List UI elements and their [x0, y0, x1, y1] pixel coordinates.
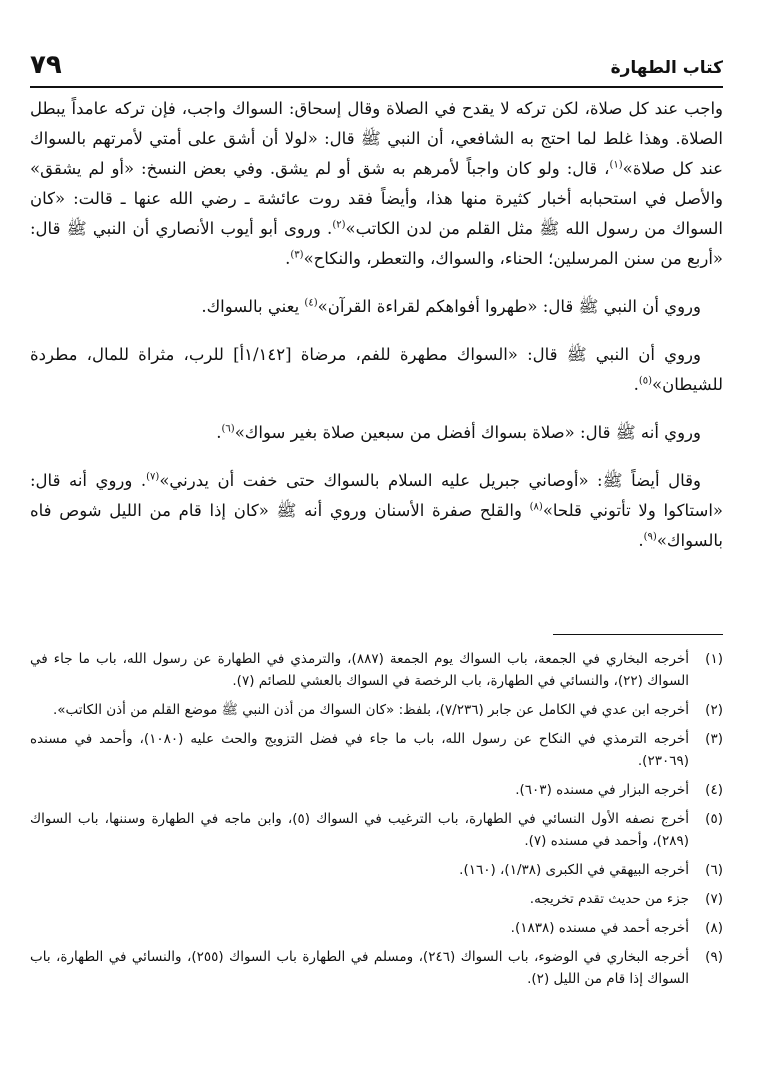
- footnote-number: (٨): [705, 920, 723, 936]
- footnote-item: [30, 808, 723, 852]
- footnote-number: (٢): [705, 702, 723, 718]
- paragraph-5: وقال أيضاً ﷺ: «أوصاني جبريل عليه السلام بالسواك حتى خفت أن يدرني»$^{(٧)}$. وروي أنه قال: «استاكوا ولا تأتوني قلحا»$^{(٨)}$ والقلح صفرة الأسنان وروي أنه ﷺ «كان إذا قام من الليل شوص فاه بالسواك»$^{(٩)}$.: [30, 471, 723, 550]
- footnote-number: (٩): [705, 949, 723, 965]
- footnote-text: أخرجه البخاري في الوضوء، باب السواك (٢٤٦)، ومسلم في الطهارة باب السواك (٢٥٥)، والنسائي في الطهارة، باب السواك إذا قام من الليل (٢).: [30, 949, 690, 987]
- main-text: [30, 94, 723, 574]
- footnote-ref-1[interactable]: (١): [609, 159, 623, 171]
- footnote-text: أخرجه ابن عدي في الكامل عن جابر (٧/٢٣٦)، بلفظ: «كان السواك من أذن النبي ﷺ موضع القلم من أذن الكاتب».: [52, 702, 689, 718]
- footnote-number: (١): [705, 651, 723, 667]
- footnote-item: [30, 859, 723, 881]
- footnote-number: (٦): [705, 862, 723, 878]
- chapter-title: كتاب الطهارة: [610, 58, 723, 78]
- footnote-ref-4[interactable]: (٤): [304, 297, 318, 309]
- footnote-item: [30, 946, 723, 990]
- footnote-ref-9[interactable]: (٩): [643, 531, 657, 543]
- paragraph-4: وروي أنه ﷺ قال: «صلاة بسواك أفضل من سبعين صلاة بغير سواك»$^{(٦)}$.: [216, 423, 701, 442]
- footnote-ref-5[interactable]: (٥): [638, 375, 653, 387]
- footnote-text: أخرجه البخاري في الجمعة، باب السواك يوم الجمعة (٨٨٧)، والترمذي في الطهارة عن رسول الله، باب ما جاء في السواك (٢٢)، والنسائي في الطهارة، باب الرخصة في السواك بالعشي للصائم (٧).: [30, 651, 689, 689]
- footnote-ref-3[interactable]: (٣): [290, 249, 304, 261]
- footnote-ref-6[interactable]: (٦): [221, 423, 235, 435]
- paragraph-3: وروي أن النبي ﷺ قال: «السواك مطهرة للفم، مرضاة [١/١٤٢أ] للرب، مثراة للمال، مطردة للشيطان»$^{(٥)}$.: [30, 345, 723, 394]
- footnote-ref-8[interactable]: (٨): [529, 501, 543, 513]
- page-header: [30, 50, 723, 88]
- footnote-ref-7[interactable]: (٧): [146, 471, 160, 483]
- footnote-number: (٧): [705, 891, 723, 907]
- footnote-item: [30, 888, 723, 910]
- footnote-divider: [553, 634, 723, 635]
- footnote-item: [30, 779, 723, 801]
- footnote-number: (٤): [705, 782, 723, 798]
- footnote-text: أخرجه أحمد في مسنده (١٨٣٨).: [510, 920, 689, 936]
- footnote-item: [30, 917, 723, 939]
- footnote-ref-2[interactable]: (٢): [332, 219, 346, 231]
- footnote-item: [30, 648, 723, 692]
- footnote-item: [30, 699, 723, 721]
- footnote-number: (٣): [705, 731, 723, 747]
- footnotes: [30, 648, 723, 997]
- footnote-item: [30, 728, 723, 772]
- page-number: ٧٩: [30, 50, 62, 80]
- footnote-text: أخرجه الترمذي في النكاح عن رسول الله، باب ما جاء في فضل التزويج والحث عليه (١٠٨٠)، وأحمد في مسنده (٢٣٠٦٩).: [30, 731, 689, 769]
- paragraph-1: واجب عند كل صلاة، لكن تركه لا يقدح في الصلاة وقال إسحاق: السواك واجب، فإن تركه عامداً يبطل الصلاة. وهذا غلط لما احتج به الشافعي، أن النبي ﷺ قال: «لولا أن أشق على أمتي لأمرتهم بالسواك عند كل صلاة»$^{(١)}$، قال: ولو كان واجباً لأمرهم به شق أو لم يشق. وفي بعض النسخ: «أو لم يشقق» والأصل في استحبابه أخبار كثيرة منها هذا، وأيضاً فقد روت عائشة ـ رضي الله عنها ـ قالت: «كان السواك من رسول الله ﷺ مثل القلم من لدن الكاتب»$^{(٢)}$. وروى أبو أيوب الأنصاري أن النبي ﷺ قال: «أربع من سنن المرسلين؛ الحناء، والسواك، والتعطر، والنكاح»$^{(٣)}$.: [30, 99, 723, 268]
- footnote-text: أخرج نصفه الأول النسائي في الطهارة، باب الترغيب في السواك (٥)، وابن ماجه في الطهارة وسننها، باب السواك (٢٨٩)، وأحمد في مسنده (٧).: [30, 811, 689, 849]
- footnote-number: (٥): [705, 811, 723, 827]
- footnote-text: جزء من حديث تقدم تخريجه.: [529, 891, 689, 907]
- paragraph-2: وروي أن النبي ﷺ قال: «طهروا أفواهكم لقراءة القرآن»$^{(٤)}$ يعني بالسواك.: [201, 297, 701, 316]
- footnote-text: أخرجه البزار في مسنده (٦٠٣).: [515, 782, 689, 798]
- footnote-text: أخرجه البيهقي في الكبرى (١/٣٨)، (١٦٠).: [459, 862, 689, 878]
